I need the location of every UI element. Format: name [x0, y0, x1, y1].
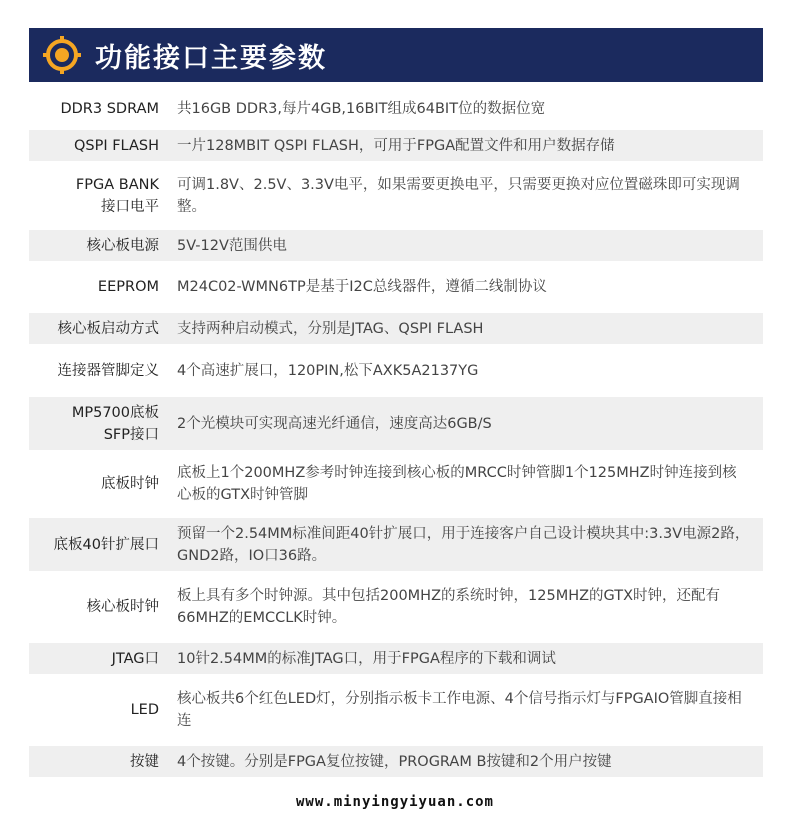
row-value: 10针2.54MM的标准JTAG口，用于FPGA程序的下载和调试 [177, 650, 556, 667]
table-row [29, 571, 763, 643]
row-label: LED [130, 702, 159, 718]
row-value: 4个按键。分别是FPGA复位按键，PROGRAM B按键和2个用户按键 [177, 753, 612, 770]
section-title: 功能接口主要参数 [95, 42, 327, 74]
row-label: 核心板电源 [86, 237, 159, 254]
row-value: 支持两种启动模式，分别是JTAG、QSPI FLASH [177, 320, 484, 337]
row-value: 一片128MBIT QSPI FLASH，可用于FPGA配置文件和用户数据存储 [177, 137, 615, 154]
row-label: EEPROM [97, 279, 159, 295]
table-row [29, 313, 763, 344]
row-value: 核心板共6个红色LED灯，分别指示板卡工作电源、4个信号指示灯与FPGAIO管脚直接相连 [177, 691, 742, 729]
row-label: 底板40针扩展口 [53, 536, 159, 553]
row-value: 底板上1个200MHZ参考时钟连接到核心板的MRCC时钟管脚1个125MHZ时钟连接到核心板的GTX时钟管脚 [177, 465, 737, 503]
footer-url: www.minyingyiyuan.com [295, 794, 494, 810]
row-value: 2个光模块可实现高速光纤通信，速度高达6GB/S [177, 415, 492, 432]
table-row [29, 450, 763, 518]
table-row [29, 397, 763, 450]
table-row [29, 130, 763, 161]
table-row [29, 674, 763, 746]
target-icon [43, 36, 81, 74]
row-label: 底板时钟 [101, 476, 159, 492]
row-value: 共16GB DDR3,每片4GB,16BIT组成64BIT位的数据位宽 [177, 101, 546, 117]
table-row [29, 261, 763, 313]
table-row [29, 643, 763, 674]
row-label: MP5700底板 SFP接口 [71, 404, 159, 443]
row-label: DDR3 SDRAM [60, 101, 159, 117]
section-header [29, 28, 763, 82]
row-value: 5V-12V范围供电 [177, 237, 287, 254]
row-label: QSPI FLASH [73, 137, 159, 154]
row-label: 核心板启动方式 [57, 320, 159, 337]
row-value: 预留一个2.54MM标准间距40针扩展口，用于连接客户自己设计模块其中:3.3V电源2路，GND2路，IO口36路。 [177, 525, 750, 564]
table-row [29, 230, 763, 261]
table-row [29, 88, 763, 130]
row-value: 4个高速扩展口，120PIN,松下AXK5A2137YG [177, 362, 479, 379]
row-label: FPGA BANK 接口电平 [75, 176, 159, 215]
row-value: M24C02-WMN6TP是基于I2C总线器件，遵循二线制协议 [177, 279, 547, 295]
table-row [29, 518, 763, 571]
row-value: 板上具有多个时钟源。其中包括200MHZ的系统时钟，125MHZ的GTX时钟，还配有66MHZ的EMCCLK时钟。 [177, 588, 721, 626]
row-value: 可调1.8V、2.5V、3.3V电平，如果需要更换电平，只需要更换对应位置磁珠即可实现调整。 [177, 176, 740, 215]
table-row [29, 161, 763, 230]
table-row [29, 746, 763, 777]
row-label: JTAG口 [111, 650, 159, 667]
table-row [29, 344, 763, 397]
row-label: 连接器管脚定义 [57, 362, 159, 379]
row-label: 核心板时钟 [86, 599, 159, 615]
spec-table [29, 88, 763, 777]
row-label: 按键 [130, 753, 159, 770]
